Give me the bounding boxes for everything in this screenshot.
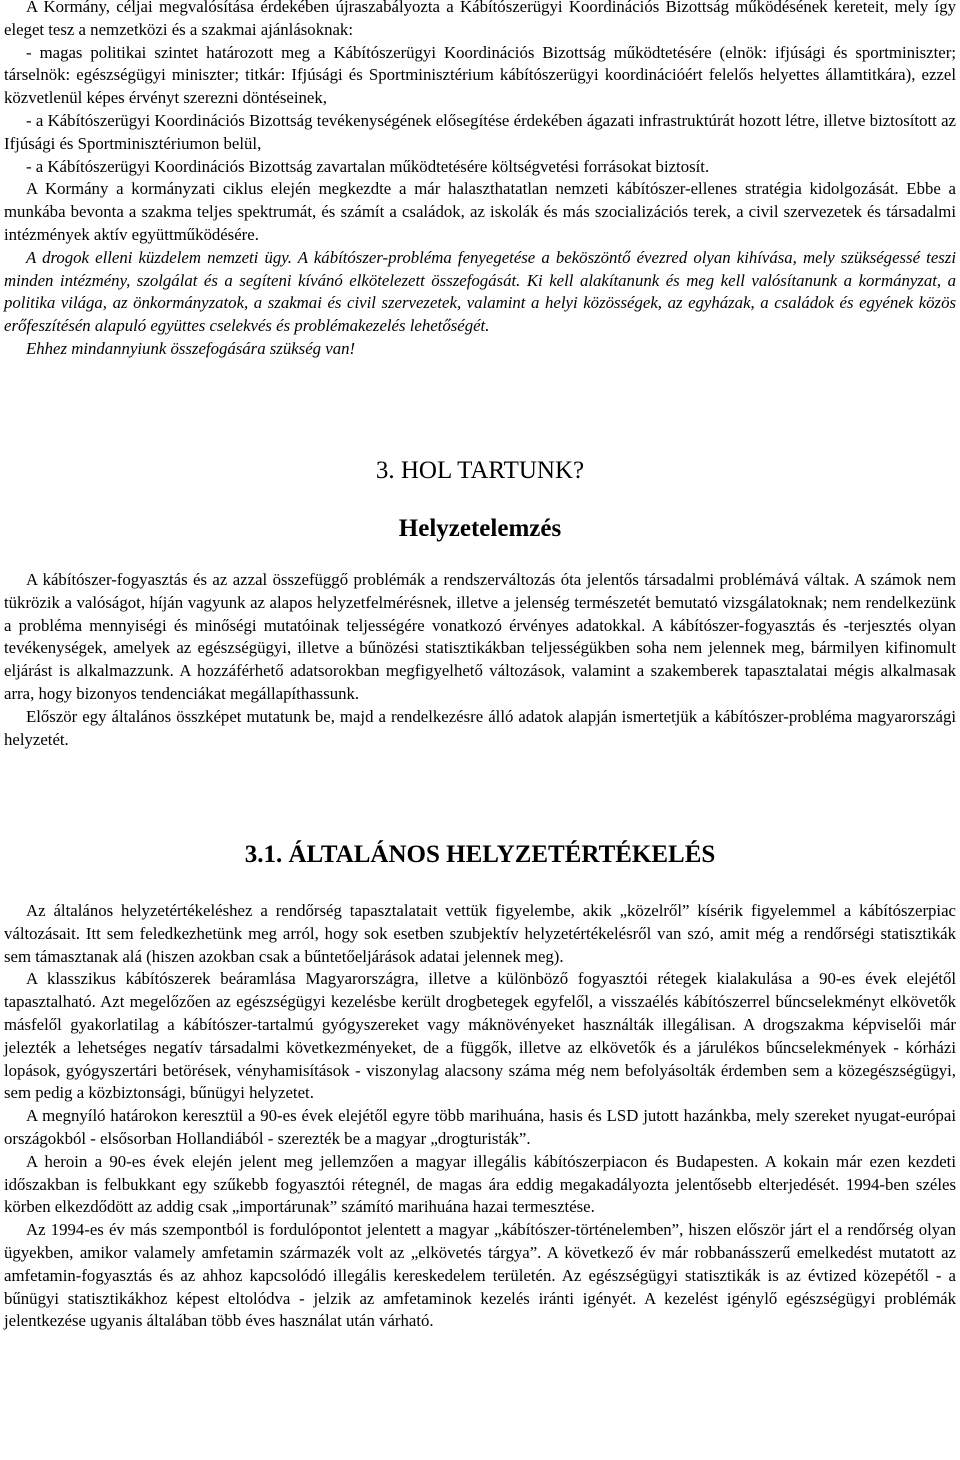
chapter-subtitle: Helyzetelemzés [398,515,562,542]
intro-list-item-1: - magas politikai szintet határozott meg a Kábítószerügyi Koordinációs Bizottság működtetésére (elnök: ifjúsági és sportminiszter; társelnök: egészségügyi miniszter; titkár: Ifjúsági és Sportminisztérium kábítószerügyi koordinációért felelős helyettes államtitkára), ezzel közvetlenül képes érvényt szerezni döntéseinek, [4,42,956,108]
section-title: 3.1. ÁLTALÁNOS HELYZETÉRTÉKELÉS [244,841,716,868]
assessment-paragraph-4: A heroin a 90-es évek elején jelent meg jellemzően a magyar illegális kábítószerpiacon és Budapesten. A kokain már ezen kezdeti időszakban is felbukkant egy szűkebb fogyasztói rétegnél, de magas ára eddig megakadályozta jelentősebb elterjedését. 1994-ben széles körben elkezdődött az addig csak „importárunak” számító marihuána hazai termesztése. [4,1151,956,1217]
intro-list-item-3: - a Kábítószerügyi Koordinációs Bizottság zavartalan működtetésére költségvetési forrásokat biztosít. [26,156,710,176]
assessment-paragraph-1: Az általános helyzetértékeléshez a rendőrség tapasztalatait vettük figyelembe, akik „közelről” kísérik figyelemmel a kábítószerpiac változásait. Itt sem feledkezhetünk meg arról, hogy sok esetben szubjektív helyzetértékelésről van szó, amit még a rendőrségi statisztikák sem támasztanak alá (hiszen azokban csak a bűntetőeljárások adatai jelennek meg). [4,901,956,966]
assessment-paragraph-3: A megnyíló határokon keresztül a 90-es évek elejétől egyre több marihuána, hasis és LSD jutott hazánkba, mely szereket nyugat-európai országokból - elsősorban Hollandiából - szerezték be a magyar „drogturisták”. [4,1106,956,1148]
situation-paragraph-2: Először egy általános összképet mutatunk be, majd a rendelkezésre álló adatok alapján ismertetjük a kábítószer-probléma magyarországi helyzetét. [4,706,956,749]
intro-list-item-2: - a Kábítószerügyi Koordinációs Bizottság tevékenységének elősegítése érdekében ágazati infrastruktúrát hozott létre, illetve biztosított az Ifjúsági és Sportminisztériumon belül, [4,110,956,153]
assessment-paragraph-2: A klasszikus kábítószerek beáramlása Magyarországra, illetve a különböző fogyasztói rétegek kialakulása a 90-es évek elejétől tapasztalható. Azt megelőzően az egészségügyi kezelésbe került drogbetegek egyfelől, a visszaélés kábítószerrel bűncselekményt elkövetők másfelől gyakorlatilag a kábítószer-tartalmú gyógyszereket vagy máknövényeket használták illegálisan. A drogszakma képviselői már jelezték a lehetséges negatív társadalmi következményeket, de a függők, illetve az elkövetők és a járulékos bűncselekmények - kórházi lopások, gyógyszertári betörések, vényhamisítások - viszonylag alacsony száma még nem befolyásolták érdemben sem a közegészségügyi, sem pedig a közbiztonsági, bűnügyi helyzetet. [4,969,956,1103]
intro-paragraph-national-cause: A drogok elleni küzdelem nemzeti ügy. A kábítószer-probléma fenyegetése a beköszöntő évezred olyan kihívása, mely szükségessé teszi minden intézmény, szolgálat és a segíteni kívánó elkötelezett összefogását. Ki kell alakítanunk és meg kell valósítanunk a kormányzat, a politika világa, az önkormányzatok, a szakmai és civil szervezetek, valamint a helyi közösségek, az egyházak, a családok és egyének közös erőfeszítésén alapuló együttes cselekvés és problémakezelés lehetőségét. [4,247,956,336]
chapter-title: 3. HOL TARTUNK? [375,457,585,484]
intro-paragraph-1: A Kormány, céljai megvalósítása érdekében újraszabályozta a Kábítószerügyi Koordinációs Bizottság működésének kereteit, mely így eleget tesz a nemzetközi és a szakmai ajánlásoknak: [4,0,956,39]
situation-paragraph-1: A kábítószer-fogyasztás és az azzal összefüggő problémák a rendszerváltozás óta jelentős társadalmi problémává váltak. A számok nem tükrözik a valóságot, híján vagyunk az alapos helyzetfelmérésnek, illetve a jelenség természetét bemutató vizsgálatoknak; nem rendelkezünk a probléma mennyiségi és minőségi mutatóinak teljességére vonatkozó érvényes adatokkal. A kábítószer-fogyasztás és -terjesztés olyan tevékenységek, amelyek az egészségügyi, illetve a bűnözési statisztikákban teljességükben soha nem jelennek meg, bármilyen kifinomult eljárást is alkalmazzunk. A hozzáférhető adatsorokban megfigyelhető változások, valamint a szakemberek tapasztalatai mégis alkalmasak arra, hogy bizonyos tendenciákat megállapíthassunk. [4,570,956,703]
assessment-paragraph-5: Az 1994-es év más szempontból is fordulópontot jelentett a magyar „kábítószer-történelemben”, hiszen először járt el a rendőrség olyan ügyekben, amikor valamely amfetamin származék volt az „elkövetés tárgya”. A következő év már robbanásszerű emelkedést mutatott az amfetamin-fogyasztás és az ahhoz kapcsolódó illegális kereskedelem területén. Az egészségügyi statisztikák is az évtized közepétől - a bűnügyi statisztikákhoz képest eltolódva - jelzik az amfetaminok kezelés iránti igényét. A kezelést igénylő egészségügyi problémák jelentkezése ugyanis általában több éves használat után várható. [4,1220,956,1331]
intro-paragraph-closing: Ehhez mindannyiunk összefogására szükség van! [26,338,356,358]
situation-analysis-block [4,569,956,751]
intro-block [4,0,956,361]
intro-paragraph-strategy: A Kormány a kormányzati ciklus elején megkezdte a már halaszthatatlan nemzeti kábítószer-ellenes stratégia kidolgozását. Ebbe a munkába bevonta a szakma teljes spektrumát, és számít a családok, az iskolák és más szocializációs terek, a civil szervezetek és társadalmi intézmények aktív együttműködésére. [4,179,956,244]
general-assessment-block [4,900,956,1333]
